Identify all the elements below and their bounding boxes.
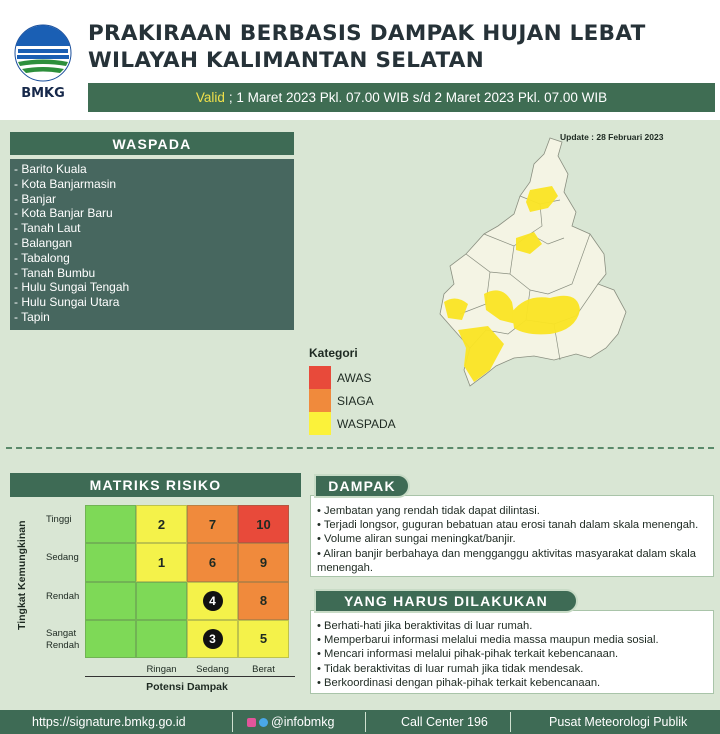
matrix-cell xyxy=(136,505,187,543)
matrix-cell xyxy=(238,620,289,658)
footer-call-center: Call Center 196 xyxy=(401,715,488,729)
matrix-cell xyxy=(136,543,187,581)
dampak-item: • Terjadi longsor, guguran bebatuan atau erosi tanah dalam skala menengah. xyxy=(317,519,699,532)
matrix-cell xyxy=(187,505,238,543)
footer-social[interactable] xyxy=(247,710,334,734)
matrix-cell-value: 7 xyxy=(208,516,217,532)
logo-text: BMKG xyxy=(21,86,65,101)
row-label-tinggi: Tinggi xyxy=(46,514,72,525)
waspada-region-item: - Kota Banjarmasin xyxy=(14,176,117,191)
valid-text: ; 1 Maret 2023 Pkl. 07.00 WIB s/d 2 Maret 2023 Pkl. 07.00 WIB xyxy=(228,90,608,105)
legend-swatch xyxy=(309,412,331,435)
legend-label: AWAS xyxy=(337,370,372,385)
page-title xyxy=(88,20,646,74)
row-label-rendah: Rendah xyxy=(46,591,80,602)
footer-website[interactable]: https://signature.bmkg.go.id xyxy=(32,715,186,729)
harus-item: • Berkoordinasi dengan pihak-pihak terkait kebencanaan. xyxy=(317,676,601,689)
matrix-cell xyxy=(238,543,289,581)
matrix-cell xyxy=(85,620,136,658)
footer-separator xyxy=(232,712,233,732)
kategori-legend xyxy=(309,346,396,435)
matrix-cell xyxy=(238,505,289,543)
legend-label: WASPADA xyxy=(337,416,396,431)
waspada-region-item: - Tabalong xyxy=(14,250,70,265)
title-line-1: PRAKIRAAN BERBASIS DAMPAK HUJAN LEBAT xyxy=(88,21,646,46)
dampak-item: • Jembatan yang rendah tidak dapat dilintasi. xyxy=(317,505,540,517)
waspada-region-item: - Tanah Laut xyxy=(14,221,81,236)
col-label-ringan: Ringan xyxy=(146,664,177,675)
matrix-cell xyxy=(238,582,289,620)
update-date: Update : 28 Februari 2023 xyxy=(560,132,664,142)
footer-pusat: Pusat Meteorologi Publik xyxy=(549,715,688,729)
section-divider xyxy=(6,447,714,449)
matriks-heading: MATRIKS RISIKO xyxy=(10,473,301,497)
legend-item-waspada xyxy=(309,412,396,435)
legend-swatch xyxy=(309,366,331,389)
dampak-list xyxy=(311,504,713,575)
header xyxy=(0,0,720,120)
risk-matrix xyxy=(85,505,289,658)
social-handle: @infobmkg xyxy=(271,715,335,729)
matrix-cell-value: 5 xyxy=(259,631,268,647)
title-line-2: WILAYAH KALIMANTAN SELATAN xyxy=(88,48,485,73)
matrix-cell-value: 6 xyxy=(208,554,217,570)
waspada-region-item: - Kota Banjar Baru xyxy=(14,206,113,221)
harus-item: • Tidak beraktivitas di luar rumah jika tidak mendesak. xyxy=(317,662,584,675)
row-label-sangat-rendah: Sangat Rendah xyxy=(46,628,80,651)
x-axis-line xyxy=(85,676,295,677)
waspada-region-list xyxy=(10,159,294,330)
matrix-cell-value: 1 xyxy=(157,554,166,570)
kategori-title: Kategori xyxy=(309,346,358,360)
region-map xyxy=(430,134,630,390)
matrix-cell-value-circled: 4 xyxy=(203,591,223,611)
col-label-sedang: Sedang xyxy=(196,664,229,675)
waspada-region-item: - Balangan xyxy=(14,235,73,250)
matrix-cell xyxy=(85,505,136,543)
matrix-cell-value: 9 xyxy=(259,554,268,570)
harus-list xyxy=(311,619,713,690)
bmkg-logo-icon xyxy=(14,24,72,82)
waspada-region-item: - Tanah Bumbu xyxy=(14,265,96,280)
harus-item: • Mencari informasi melalui pihak-pihak terkait kebencanaan. xyxy=(317,648,619,661)
harus-item: • Berhati-hati jika beraktivitas di luar rumah. xyxy=(317,620,533,632)
legend-item-awas xyxy=(309,366,396,389)
waspada-region-item: - Hulu Sungai Tengah xyxy=(14,280,130,295)
harus-item: • Memperbarui informasi melalui media massa maupun media sosial. xyxy=(317,634,659,647)
footer-separator xyxy=(365,712,366,732)
matrix-cell xyxy=(136,620,187,658)
matrix-cell xyxy=(187,543,238,581)
matrix-cell-value: 2 xyxy=(157,516,166,532)
col-label-berat: Berat xyxy=(252,664,275,675)
footer xyxy=(0,710,720,734)
y-axis-label: Tingkat Kemungkinan xyxy=(16,520,28,630)
matrix-cell xyxy=(187,620,238,658)
matrix-cell xyxy=(85,582,136,620)
dampak-heading: DAMPAK xyxy=(314,474,410,498)
legend-item-siaga xyxy=(309,389,396,412)
footer-separator xyxy=(510,712,511,732)
dampak-panel xyxy=(310,495,714,577)
matrix-cell xyxy=(136,582,187,620)
matrix-cell xyxy=(85,543,136,581)
x-axis-label: Potensi Dampak xyxy=(146,681,228,693)
waspada-region-item: - Barito Kuala xyxy=(14,162,87,176)
matrix-cell xyxy=(187,582,238,620)
valid-bar xyxy=(88,83,715,112)
matrix-cell-value-circled: 3 xyxy=(203,629,223,649)
matrix-cell-value: 8 xyxy=(259,593,268,609)
waspada-region-item: - Banjar xyxy=(14,191,57,206)
waspada-region-item: - Hulu Sungai Utara xyxy=(14,295,120,310)
waspada-heading: WASPADA xyxy=(10,132,294,155)
waspada-region-item: - Tapin xyxy=(14,309,50,324)
dampak-item: • Aliran banjir berbahaya dan mengganggu aktivitas masyarakat dalam skala menengah. xyxy=(317,547,696,574)
valid-label: Valid xyxy=(195,90,225,105)
dampak-item: • Volume aliran sungai meningkat/banjir. xyxy=(317,533,516,546)
instagram-icon xyxy=(247,718,256,727)
matrix-cell-value: 10 xyxy=(256,516,271,532)
harus-panel xyxy=(310,610,714,694)
legend-label: SIAGA xyxy=(337,393,374,408)
twitter-icon xyxy=(259,718,268,727)
row-label-sedang: Sedang xyxy=(46,552,79,563)
harus-heading: YANG HARUS DILAKUKAN xyxy=(314,589,578,613)
legend-swatch xyxy=(309,389,331,412)
